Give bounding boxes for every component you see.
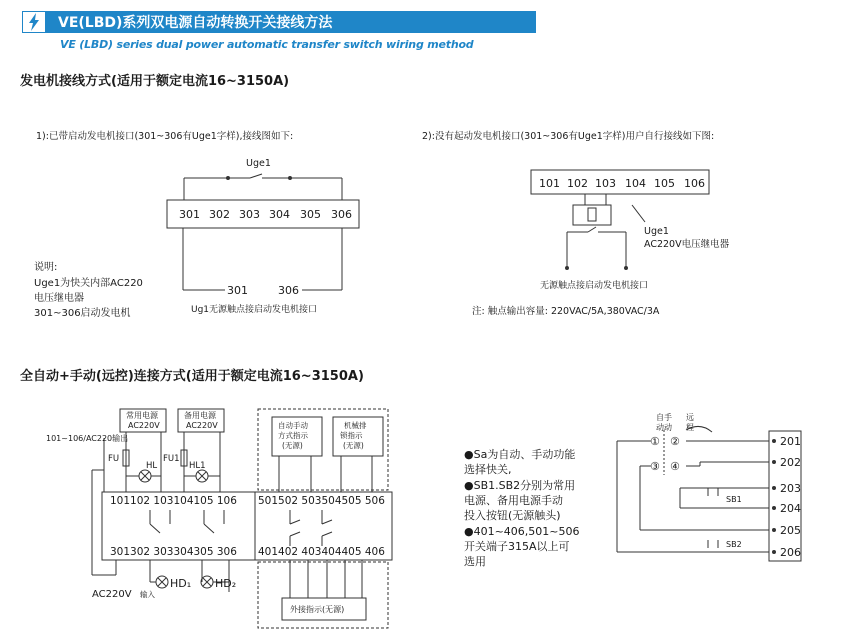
remote-label-line1: 远 [686, 413, 694, 422]
fu-label: FU [108, 454, 120, 464]
note-line-3: 301~306启动发电机 [34, 308, 131, 319]
power-backup-line1: 备用电源 [184, 411, 216, 420]
contact-3: ③ [650, 460, 660, 473]
part2-caption: 2):没有起动发电机接口(301~306有Uge1字样)用户自行接线如下图: [422, 131, 715, 142]
section2-title: 全自动+手动(远控)连接方式(适用于额定电流16~3150A) [20, 369, 364, 384]
terminal-201: 201 [780, 435, 801, 448]
bottom-label-301: 301 [227, 284, 248, 297]
mech-box-line2: 锁指示 [340, 431, 363, 440]
fu1-label: FU1 [163, 454, 180, 464]
power-normal-line1: 常用电源 [126, 411, 158, 420]
terminal-204: 204 [780, 502, 801, 515]
note-8: 选用 [464, 555, 486, 568]
bottom-label-306: 306 [278, 284, 299, 297]
terminal-102: 102 [567, 177, 588, 190]
terminal-305: 305 [300, 208, 321, 221]
power-backup-line2: AC220V [186, 421, 218, 430]
terminal-303: 303 [239, 208, 260, 221]
terminal-206: 206 [780, 546, 801, 559]
relay-label: Uge1 [644, 226, 669, 237]
contact-capacity-note: 注: 触点输出容量: 220VAC/5A,380VAC/3A [472, 306, 660, 317]
part1-bottom-caption: Ug1无源触点接启动发电机接口 [191, 305, 318, 315]
note-line-2: 电压继电器 [34, 293, 84, 304]
contact-4: ④ [670, 460, 680, 473]
terminal-104: 104 [625, 177, 646, 190]
part1-caption: 1):已带启动发电机接口(301~306有Uge1字样),接线图如下: [36, 131, 294, 142]
ac-input-sub: 输入 [140, 590, 155, 599]
auto-box-line2: 方式指示 [278, 431, 308, 440]
terminal-304: 304 [269, 208, 290, 221]
terminal-306: 306 [331, 208, 352, 221]
uge1-label: Uge1 [246, 158, 271, 169]
note-7: 开关端子315A以上可 [464, 540, 570, 553]
bottom-terminals-b: 401402 403404405 406 [258, 546, 385, 558]
terminal-205: 205 [780, 524, 801, 537]
terminal-301: 301 [179, 208, 200, 221]
ext-box-label: 外接指示(无源) [290, 605, 345, 614]
contact-1: ① [650, 435, 660, 448]
ac-input-label: AC220V [92, 589, 132, 600]
page-subtitle: VE (LBD) series dual power automatic transfer switch wiring method [60, 38, 474, 51]
auto-label-line1: 自手 [656, 413, 672, 422]
hl1-label: HL1 [189, 461, 206, 471]
auto-box-line3: (无源) [282, 441, 303, 450]
terminal-202: 202 [780, 456, 801, 469]
terminal-203: 203 [780, 482, 801, 495]
terminal-103: 103 [595, 177, 616, 190]
auto-box-line1: 自动手动 [278, 421, 308, 430]
sb1-label: SB1 [726, 495, 742, 504]
top-terminals-b: 501502 503504505 506 [258, 495, 385, 507]
part2-bottom-caption: 无源触点接启动发电机接口 [540, 281, 649, 291]
note-5: 投入按钮(无源触头) [464, 509, 561, 522]
note-3: ●SB1.SB2分别为常用 [464, 479, 576, 492]
top-terminals-a: 101102 103104105 106 [110, 495, 237, 507]
note-1: ●Sa为自动、手动功能 [464, 448, 576, 461]
note-6: ●401~406,501~506 [464, 525, 580, 538]
mech-box-line3: (无源) [343, 441, 364, 450]
terminal-105: 105 [654, 177, 675, 190]
terminal-block-201-206 [769, 431, 801, 561]
terminal-302: 302 [209, 208, 230, 221]
contact-2: ② [670, 435, 680, 448]
note-2: 选择快关, [464, 463, 512, 476]
hd2-label: HD₂ [215, 577, 237, 590]
mech-box-line1: 机械排 [344, 421, 367, 430]
relay-desc: AC220V电压继电器 [644, 239, 730, 250]
remote-label-line2: 程 [686, 423, 694, 432]
page-title: VE(LBD)系列双电源自动转换开关接线方法 [58, 15, 333, 31]
note-title: 说明: [34, 262, 58, 273]
bottom-terminals-a: 301302 303304305 306 [110, 546, 237, 558]
hl-label: HL [146, 461, 158, 471]
auto-label-line2: 动动 [656, 423, 672, 432]
sb2-label: SB2 [726, 540, 742, 549]
note-4: 电源、备用电源手动 [464, 494, 563, 507]
output-label: 101~106/AC220输出 [46, 434, 129, 443]
power-normal-line2: AC220V [128, 421, 160, 430]
note-line-1: Uge1为快关内部AC220 [34, 278, 143, 289]
section1-title: 发电机接线方式(适用于额定电流16~3150A) [20, 74, 290, 89]
terminal-101: 101 [539, 177, 560, 190]
terminal-106: 106 [684, 177, 705, 190]
hd1-label: HD₁ [170, 577, 192, 590]
